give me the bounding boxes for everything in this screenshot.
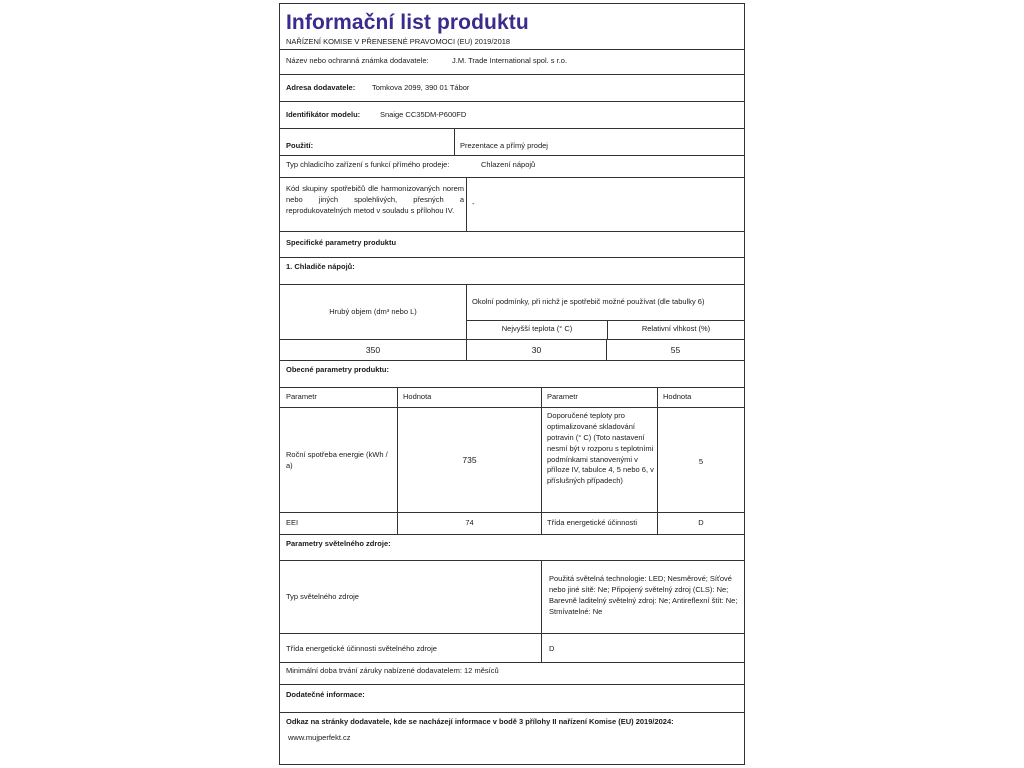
general-params-heading: Obecné parametry produktu: [286,365,389,374]
supplier-name-label: Název nebo ochranná známka dodavatele: [286,56,429,65]
energy-class-value: D [698,518,704,527]
annual-energy-value: 735 [462,455,477,465]
ambient-subheader [467,320,744,339]
light-source-type-row [280,560,744,633]
col-value-header: Hodnota [403,392,432,401]
additional-info-row [280,684,744,712]
beverage-coolers-heading-row [280,257,744,284]
specific-params-heading: Specifické parametry produktu [286,238,397,247]
humidity-value: 55 [670,345,681,355]
usage-value: Prezentace a přímý prodej [460,141,548,150]
general-params-header-row [280,387,744,407]
beverage-coolers-heading: 1. Chladiče nápojů: [286,262,355,271]
appliance-type-value: Chlazení nápojů [481,160,536,169]
eei-row [280,512,744,534]
volume-header-cell [280,285,466,339]
recommended-temp-cell [541,408,657,512]
light-source-heading: Parametry světelného zdroje: [286,539,391,548]
light-source-heading-row [280,534,744,560]
regulation-subtitle: NAŘÍZENÍ KOMISE V PŘENESENÉ PRAVOMOCI (EU) 2019/2018 [286,37,511,46]
col-value-header-cell [397,388,541,407]
volume-value-cell [280,340,466,360]
additional-info-heading: Dodatečné informace: [286,690,365,699]
specific-params-heading-row [280,231,744,257]
supplier-link-row [280,712,744,764]
light-source-type-value-cell [541,561,744,633]
group-code-value-cell [466,178,744,231]
general-params-heading-row [280,360,744,387]
group-code-value: - [472,199,475,208]
supplier-name-row [280,49,744,74]
usage-value-cell [454,129,744,155]
beverage-coolers-values-row [280,339,744,360]
volume-label: Hrubý objem (dm³ nebo L) [329,307,417,316]
col-value2-header-cell [657,388,744,407]
humidity-header-cell [607,321,744,339]
group-code-row [280,177,744,231]
energy-class-label-cell [541,513,657,534]
supplier-website-link[interactable]: www.mujperfekt.cz [288,733,351,742]
light-source-type-value: Použitá světelná technologie: LED; Nesměrové; Síťové nebo jiné sítě: Ne; Připojený světelný zdroj (CLS): Ne; Barevně laditelný světelný zdroj: Ne; Antireflexní štít: Ne; Stmívatelné: Ne [549,574,738,616]
usage-row [280,128,744,155]
humidity-value-cell [606,340,744,360]
page-title: Informační list produktu [286,11,529,34]
col-param2-header-cell [541,388,657,407]
max-temp-value: 30 [531,345,542,355]
supplier-name-value: J.M. Trade International spol. s r.o. [452,56,568,65]
max-temp-label: Nejvyšší teplota (° C) [501,324,573,333]
appliance-type-label: Typ chladicího zařízení s funkcí přímého prodeje: [286,160,450,169]
supplier-link-label: Odkaz na stránky dodavatele, kde se nacházejí informace v bodě 3 přílohy II nařízení Komise (EU) 2019/2024: [286,717,674,726]
model-identifier-label: Identifikátor modelu: [286,110,361,119]
col-param2-header: Parametr [547,392,578,401]
appliance-type-row [280,155,744,177]
recommended-temp-label: Doporučené teploty pro optimalizované skladování potravin (° C) (Toto nastavení nesmí být v rozporu s teplotními podmínkami stanovenými v příloze IV, tabulce 4, 5 nebo 6, v příslušných případech) [547,411,654,486]
humidity-label: Relativní vlhkost (%) [641,324,711,333]
light-source-class-label: Třída energetické účinnosti světelného zdroje [286,644,437,653]
energy-class-value-cell [657,513,744,534]
eei-value-cell [397,513,541,534]
annual-energy-value-cell [397,408,541,512]
usage-label: Použití: [286,141,314,150]
product-information-sheet [279,3,745,765]
warranty-text: Minimální doba trvání záruky nabízené dodavatelem: 12 měsíců [286,666,499,675]
ambient-header-cell [466,285,744,339]
recommended-temp-value: 5 [698,457,704,466]
supplier-address-label: Adresa dodavatele: [286,83,356,92]
annual-energy-label: Roční spotřeba energie (kWh / a) [286,450,388,470]
eei-value: 74 [465,518,474,527]
model-identifier-row [280,101,744,128]
col-param-header: Parametr [286,392,317,401]
light-source-type-label: Typ světelného zdroje [286,592,359,601]
light-source-class-row [280,633,744,662]
light-source-class-value: D [549,644,555,653]
model-identifier-value: Snaige CC35DM-P600FD [380,110,467,119]
max-temp-value-cell [466,340,606,360]
warranty-row [280,662,744,684]
col-value2-header: Hodnota [663,392,692,401]
eei-label: EEI [286,518,299,527]
max-temp-header-cell [467,321,607,339]
volume-value: 350 [365,345,381,355]
light-source-class-value-cell [541,634,744,662]
recommended-temp-value-cell [657,408,744,512]
supplier-address-value: Tomkova 2099, 390 01 Tábor [372,83,470,92]
energy-class-label: Třída energetické účinnosti [547,518,638,527]
annual-energy-row [280,407,744,512]
ambient-label: Okolní podmínky, při nichž je spotřebič možné používat (dle tabulky 6) [472,297,705,306]
group-code-label: Kód skupiny spotřebičů dle harmonizovaných norem nebo jiných spolehlivých, přesných a reprodukovatelných metod v souladu s přílohou IV. [286,184,464,215]
beverage-coolers-header-row [280,284,744,339]
supplier-address-row [280,74,744,101]
